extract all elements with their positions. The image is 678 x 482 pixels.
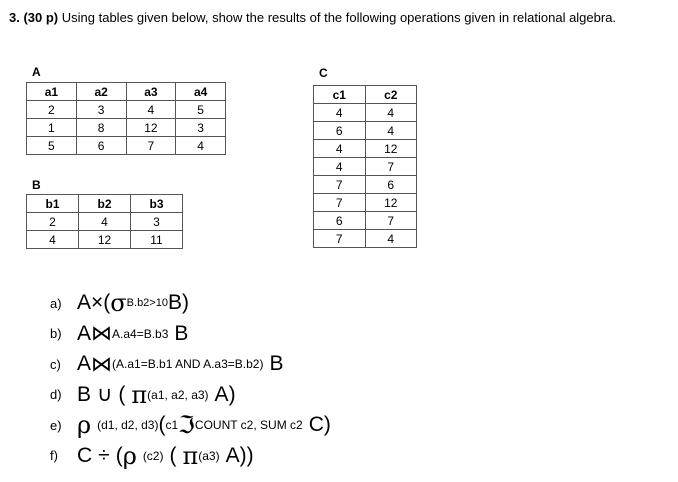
question-number: 3.	[9, 10, 20, 25]
rename-attributes: (c2)	[142, 448, 164, 463]
table-row	[314, 140, 417, 158]
join-condition: A.a4=B.b3	[112, 326, 169, 341]
table-row	[27, 101, 226, 119]
table-b-header: b3	[131, 195, 183, 213]
table-row	[27, 137, 226, 155]
table-row	[27, 213, 183, 231]
close-paren: )	[228, 382, 236, 406]
table-c-cell: 6	[314, 212, 366, 230]
relation-name: A	[77, 352, 92, 376]
table-a-header: a2	[76, 83, 126, 101]
table-a-cell: 2	[27, 101, 77, 119]
operation-a	[50, 288, 331, 319]
operation-f	[50, 441, 331, 472]
relation-name: A	[225, 443, 240, 467]
table-c-cell: 4	[365, 230, 417, 248]
open-paren: (	[169, 443, 177, 467]
relation-name: C	[77, 443, 93, 467]
rename-symbol: ρ	[122, 441, 137, 470]
table-a-cell: 5	[176, 101, 226, 119]
operation-label: a)	[50, 295, 62, 311]
table-a-cell: 4	[126, 101, 176, 119]
open-paren: (	[118, 382, 126, 406]
table-c-cell: 4	[314, 140, 366, 158]
question-points: (30 p)	[23, 10, 59, 25]
table-b-cell: 11	[131, 231, 183, 249]
table-a-header: a1	[27, 83, 77, 101]
projection-symbol: π	[131, 380, 148, 409]
close-paren: )	[323, 413, 331, 437]
table-c-cell: 4	[365, 122, 417, 140]
table-row	[314, 176, 417, 194]
relation-name: A	[77, 291, 92, 315]
open-paren: (	[158, 413, 166, 437]
table-a-cell: 6	[76, 137, 126, 155]
table-row	[314, 104, 417, 122]
operation-e	[50, 410, 331, 441]
close-paren: ))	[239, 443, 254, 467]
operation-label: b)	[50, 326, 62, 342]
projection-attributes: (a3)	[198, 448, 220, 463]
selection-condition: B.b2>10	[126, 297, 168, 310]
table-b-label: B	[32, 178, 41, 192]
relation-name: C	[308, 413, 324, 437]
table-c-cell: 7	[314, 230, 366, 248]
aggregate-functions: COUNT c2, SUM c2	[194, 418, 303, 433]
projection-symbol: π	[182, 441, 199, 470]
table-c-header: c2	[365, 86, 417, 104]
open-paren: (	[103, 291, 111, 315]
table-a-cell: 3	[176, 119, 226, 137]
table-a-cell: 8	[76, 119, 126, 137]
table-c-cell: 7	[314, 176, 366, 194]
table-c-cell: 6	[365, 176, 417, 194]
table-row	[314, 158, 417, 176]
close-paren: )	[181, 291, 189, 315]
grouping-attribute: c1	[165, 418, 179, 433]
join-symbol: ⋈	[91, 322, 113, 346]
operations-list	[50, 288, 331, 471]
operation-label: c)	[50, 356, 61, 372]
union-symbol: ∪	[97, 383, 113, 407]
table-c-cell: 4	[365, 104, 417, 122]
question-instruction: Using tables given below, show the results of the following operations given in relational algebra.	[61, 10, 617, 25]
table-c-cell: 7	[365, 212, 417, 230]
table-a-cell: 5	[27, 137, 77, 155]
table-a-cell: 3	[76, 101, 126, 119]
table-a-cell: 7	[126, 137, 176, 155]
table-c-header: c1	[314, 86, 366, 104]
table-b-cell: 3	[131, 213, 183, 231]
table-row	[27, 119, 226, 137]
table-b-header: b1	[27, 195, 79, 213]
question-text	[9, 9, 659, 27]
projection-attributes: (a1, a2, a3)	[147, 387, 209, 402]
table-a-header: a3	[126, 83, 176, 101]
table-a-header: a4	[176, 83, 226, 101]
relation-name: B	[77, 382, 92, 406]
join-symbol: ⋈	[91, 352, 113, 376]
rename-symbol: ρ	[77, 411, 92, 440]
table-row	[314, 230, 417, 248]
relation-name: A	[77, 321, 92, 345]
table-row	[314, 122, 417, 140]
table-c-label: C	[319, 66, 328, 80]
relation-name: B	[174, 321, 189, 345]
operation-c	[50, 349, 331, 380]
operation-label: f)	[50, 448, 58, 464]
rename-attributes: (d1, d2, d3)	[97, 418, 159, 433]
relation-name: B	[269, 352, 284, 376]
table-b-header: b2	[79, 195, 131, 213]
operation-label: e)	[50, 417, 62, 433]
table-a-cell: 1	[27, 119, 77, 137]
table-row	[314, 212, 417, 230]
table-c	[313, 85, 417, 248]
join-condition: (A.a1=B.b1 AND A.a3=B.b2)	[112, 357, 264, 372]
table-a-cell: 4	[176, 137, 226, 155]
division-symbol: ÷	[98, 443, 110, 467]
selection-symbol: σ	[110, 289, 127, 318]
table-b-cell: 2	[27, 213, 79, 231]
relation-name: A	[214, 382, 229, 406]
table-b-cell: 12	[79, 231, 131, 249]
cartesian-product-symbol: ×	[91, 291, 104, 315]
table-row	[314, 194, 417, 212]
operation-d	[50, 380, 331, 411]
operation-label: d)	[50, 387, 62, 403]
relation-name: B	[167, 291, 182, 315]
aggregation-symbol: ℑ	[178, 411, 195, 440]
open-paren: (	[115, 443, 123, 467]
table-c-cell: 7	[365, 158, 417, 176]
table-a-label: A	[32, 65, 41, 79]
table-c-cell: 7	[314, 194, 366, 212]
table-c-cell: 12	[365, 140, 417, 158]
table-b-cell: 4	[79, 213, 131, 231]
table-a	[26, 82, 226, 155]
table-row	[27, 231, 183, 249]
table-c-cell: 12	[365, 194, 417, 212]
table-a-cell: 12	[126, 119, 176, 137]
operation-b	[50, 319, 331, 350]
table-c-cell: 4	[314, 104, 366, 122]
table-b-cell: 4	[27, 231, 79, 249]
table-c-cell: 6	[314, 122, 366, 140]
table-c-cell: 4	[314, 158, 366, 176]
table-b	[26, 194, 183, 249]
